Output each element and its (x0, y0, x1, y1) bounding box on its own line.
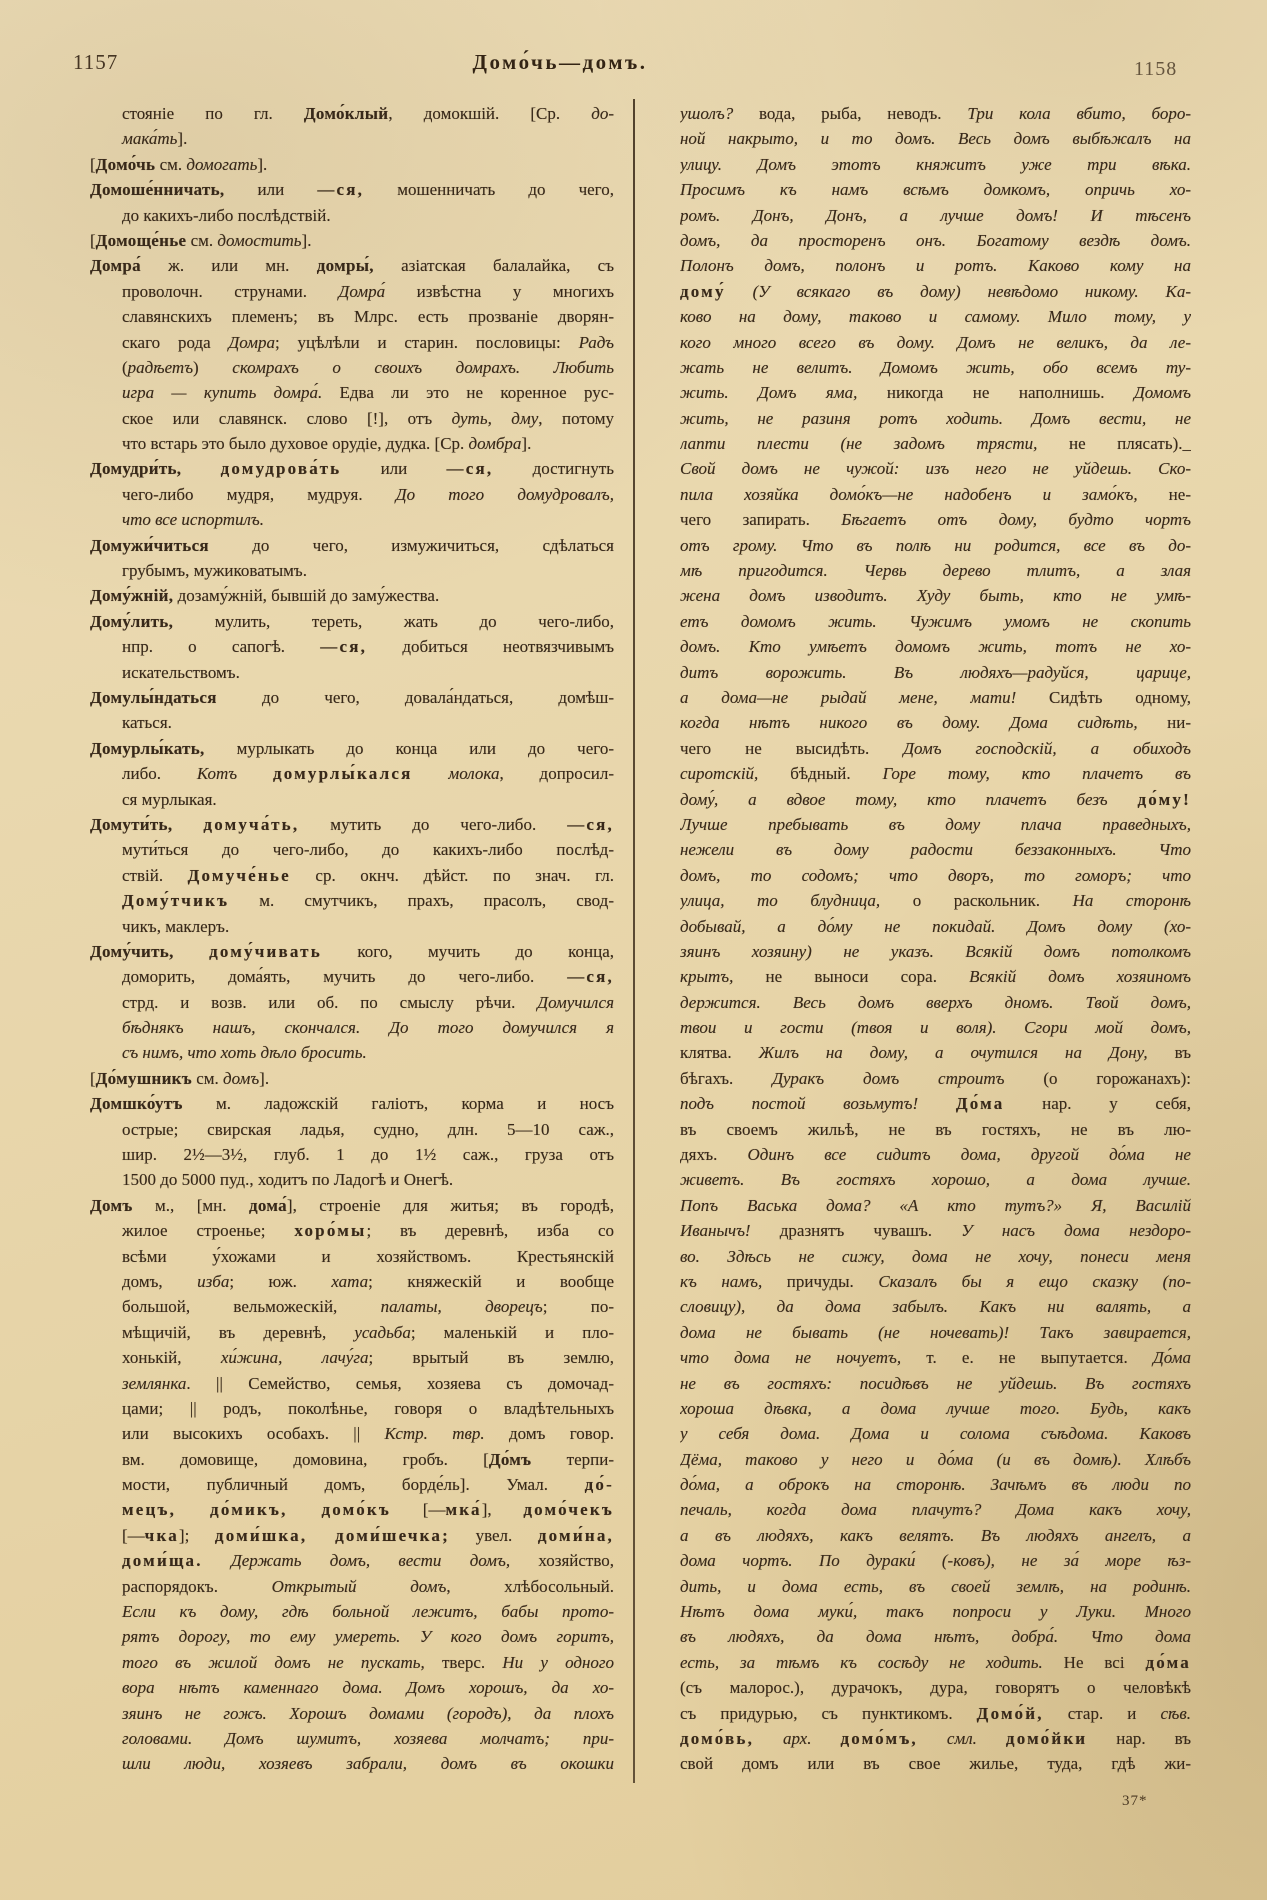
text-line: ной накрыто, и то домъ. Весь домъ выбѣжалъ на (680, 129, 1191, 149)
page-number-right: 1158 (1134, 58, 1178, 80)
text-line: чего не высидѣть. Домъ господскій, а обиходъ (680, 738, 1191, 758)
text-line: что встарь это было духовое орудіе, дудка. [Ср. домбра]. (122, 434, 532, 454)
text-line: или высокихъ особахъ. || Кстр. твр. домъ говор. (122, 1424, 614, 1444)
text-line: дяхъ. Одинъ все сидитъ дома, другой до́ма не (680, 1145, 1191, 1165)
text-line: Домурлы́кать, мурлыкать до конца или до чего- (90, 738, 614, 758)
text-line: въ своемъ жильѣ, не въ гостяхъ, не въ лю- (680, 1119, 1191, 1139)
text-line: (радѣетъ) скомрахъ о своихъ домрахъ. Любить (122, 357, 614, 377)
text-line: каться. (122, 713, 172, 733)
text-line: домъ, изба; юж. хата; княжескій и вообще (122, 1271, 614, 1291)
text-line: сиротскій, бѣдный. Горе тому, кто плачетъ въ (680, 764, 1191, 784)
text-line: Если къ дому, гдѣ больной лежитъ, бабы прото- (122, 1602, 614, 1622)
text-line: 1500 до 5000 пуд., ходитъ по Ладогѣ и Онегѣ. (122, 1170, 454, 1190)
text-line: зяинъ хозяину) не указъ. Всякій домъ потолкомъ (680, 941, 1191, 961)
text-line: ское или славянск. слово [!], отъ дуть, дму, потому (122, 408, 614, 428)
text-line: до́ма, а оброкъ на сторонѣ. Зачѣмъ въ люди по (680, 1475, 1191, 1495)
text-line: скаго рода Домра; уцѣлѣли и старин. пословицы: Радъ (122, 332, 614, 352)
text-line: зяинъ не гожъ. Хорошъ домами (городъ), да плохъ (122, 1703, 614, 1723)
text-line: большой, вельможескій, палаты, дворецъ; по- (122, 1297, 614, 1317)
text-line: Свой домъ не чужой: изъ него не уйдешь. Ско- (680, 459, 1191, 479)
text-line: Дому́тчикъ м. смутчикъ, прахъ, прасолъ, свод- (122, 891, 614, 911)
text-line: въ людяхъ, да дома нѣтъ, добра́. Что дома (680, 1627, 1191, 1647)
text-line: что дома не ночуетъ, т. е. не выпутается. До́ма (680, 1348, 1191, 1368)
text-line: Дому́жній, дозаму́жній, бывшій до заму́жества. (90, 586, 440, 606)
text-line: шли люди, хозяевъ забрали, домъ въ окошки (122, 1754, 614, 1774)
text-line: ушолъ? вода, рыба, неводъ. Три кола вбито, боро- (680, 104, 1191, 123)
text-line: вора нѣтъ каменнаго дома. Домъ хорошъ, да хо- (122, 1678, 614, 1698)
text-line: мости, публичный домъ, борде́ль]. Умал. до́- (122, 1475, 614, 1495)
text-line: дома не бывать (не ночевать)! Такъ завирается, (680, 1322, 1191, 1342)
text-line: Домулы́ндаться до чего, довала́ндаться, домѣш- (90, 687, 614, 707)
text-line: доми́ща. Держать домъ, вести домъ, хозяйство, (122, 1551, 614, 1571)
text-line: дитъ ворожить. Въ людяхъ—радуйся, царице, (680, 662, 1191, 682)
text-line: хонькій, хи́жина, лачу́га; врытый въ землю, (122, 1348, 614, 1368)
text-line: стояніе по гл. Домо́клый, домокшій. [Ср. до- (122, 104, 614, 123)
text-line: Домъ м., [мн. дома́], строеніе для житья; въ городѣ, (90, 1195, 614, 1215)
text-line: есть, за тѣмъ къ сосѣду не ходить. Не всі до́ма (680, 1652, 1191, 1672)
text-line: не въ гостяхъ: посидѣвъ не уйдешь. Въ гостяхъ (680, 1373, 1191, 1393)
text-line: Нѣтъ дома муки́, такъ попроси у Луки. Много (680, 1602, 1191, 1622)
text-line: печаль, когда дома плачутъ? Дома какъ хочу, (680, 1500, 1191, 1520)
text-line: а дома—не рыдай мене, мати! Сидѣть одному, (680, 687, 1191, 707)
text-line: игра — купить домра́. Едва ли это не коренное рус- (122, 383, 614, 403)
signature-mark: 37* (1122, 1793, 1148, 1809)
text-line: Домоше́нничать, или —ся, мошенничать до чего, (90, 180, 614, 200)
text-line: улицу. Домъ этотъ княжитъ уже три вѣка. (680, 154, 1191, 174)
text-line: мецъ, до́микъ, домо́къ [—мка́], домо́чекъ (122, 1500, 614, 1520)
text-line: мути́ться до чего-либо, до какихъ-либо послѣд- (122, 840, 614, 860)
text-line: ково на дому, таково и самому. Мило тому, у (680, 307, 1191, 327)
text-line: чикъ, маклеръ. (122, 916, 230, 936)
text-line: во. Здѣсь не сижу, дома не хочу, понеси меня (680, 1246, 1191, 1266)
text-line: лапти плести (не задомъ трясти, не плясать)._ (680, 434, 1191, 454)
text-line: когда нѣтъ никого въ дому. Дома сидѣть, ни- (680, 713, 1191, 733)
text-line: распорядокъ. Открытый домъ, хлѣбосольный. (122, 1576, 614, 1596)
text-line: вм. домовище, домовина, гробъ. [До́мъ терпи- (122, 1449, 614, 1469)
text-line: домъ, да просторенъ онъ. Богатому вездѣ домъ. (680, 230, 1191, 250)
text-line: домо́вь, арх. домо́мъ, смл. домо́йки нар. въ (680, 1729, 1191, 1748)
text-line: къ намъ, причуды. Сказалъ бы я ещо сказку (по- (680, 1271, 1191, 1291)
text-line: Иванычъ! дразнятъ чувашъ. У насъ дома нездоро- (680, 1221, 1191, 1241)
text-line: словицу), да дома забылъ. Какъ ни валять, а (680, 1297, 1191, 1317)
text-line: землянка. || Семейство, семья, хозяева съ домочад- (122, 1373, 614, 1393)
text-line: мака́ть]. (122, 129, 188, 149)
text-line: Просимъ къ намъ всѣмъ домкомъ, опричь хо- (680, 180, 1191, 200)
text-line: жить. Домъ яма, никогда не наполнишь. Домомъ (680, 383, 1191, 403)
page-number-left: 1157 (73, 50, 119, 74)
text-line: Дёма, таково у него и до́ма (и въ домѣ). Хлѣбъ (680, 1449, 1191, 1469)
text-line: славянскихъ племенъ; въ Млрс. есть прозваніе дворян- (122, 307, 614, 327)
text-line: бѣгахъ. Дуракъ домъ строитъ (о горожанахъ): (680, 1068, 1191, 1088)
text-line: Дому́лить, мулить, тереть, жать до чего-либо, (90, 611, 614, 631)
text-line: Лучше пребывать въ дому плача праведныхъ, (680, 814, 1191, 834)
text-line: [До́мушникъ см. домъ]. (90, 1068, 270, 1088)
text-line: дому́, а вдвое тому, кто плачетъ безъ до́му! (680, 789, 1191, 809)
text-line: всѣми у́хожами и хозяйствомъ. Крестьянскій (122, 1246, 614, 1266)
text-line: а въ людяхъ, какъ велятъ. Въ людяхъ ангелъ, а (680, 1525, 1191, 1545)
text-line: живетъ. Въ гостяхъ хорошо, а дома лучше. (680, 1170, 1191, 1190)
text-line: до какихъ-либо послѣдствій. (122, 205, 331, 225)
text-line: домъ. Кто умѣетъ домомъ жить, тотъ не хо- (680, 637, 1191, 657)
text-line: ствій. Домуче́нье ср. окнч. дѣйст. по знач. гл. (122, 865, 614, 885)
text-line: мѣ пригодится. Червь дерево тлитъ, а злая (680, 561, 1191, 581)
text-line: кого много всего въ дому. Домъ не великъ, да ле- (680, 332, 1191, 352)
text-line: дить, и дома есть, въ своей землѣ, на родинѣ. (680, 1576, 1191, 1596)
text-line: ромъ. Донъ, Донъ, а лучше домъ! И тѣсенъ (680, 205, 1191, 225)
text-line: Полонъ домъ, полонъ и ротъ. Каково кому на (680, 256, 1191, 276)
text-line: дому́ (У всякаго въ дому) невѣдомо никому. Ка- (680, 281, 1191, 301)
text-line: Домужи́читься до чего, измужичиться, сдѣлаться (90, 535, 614, 555)
text-line: чего запирать. Бѣгаетъ отъ дому, будто чортъ (680, 510, 1191, 530)
text-line: Домра́ ж. или мн. домры́, азіатская балалайка, съ (90, 256, 614, 276)
text-line: хороша дѣвка, а дома лучше того. Будь, какъ (680, 1398, 1191, 1418)
text-line: жать не велитъ. Домомъ жить, обо всемъ ту- (680, 357, 1191, 377)
text-line: [Домоще́нье см. домостить]. (90, 230, 312, 250)
text-line: жить, не разиня ротъ ходить. Домъ вести, не (680, 408, 1191, 428)
text-line: ся мурлыкая. (122, 789, 217, 809)
column-divider-rule (633, 99, 635, 1783)
text-line: улица, то блудница, о раскольник. На сторонѣ (680, 891, 1191, 911)
text-line: отъ грому. Что въ полѣ ни родится, все въ до- (680, 535, 1191, 555)
text-line: етъ домомъ жить. Чужимъ умомъ не скопить (680, 611, 1191, 631)
text-line: шир. 2½—3½, глуб. 1 до 1½ саж., груза отъ (122, 1145, 614, 1165)
text-line: жена домъ изводитъ. Худу быть, кто не умѣ- (680, 586, 1191, 606)
running-head-title: Домо́чь—домъ. (472, 50, 648, 74)
text-line: подъ постой возьмутъ! До́ма нар. у себя, (680, 1094, 1191, 1114)
text-line: домъ, то содомъ; что дворъ, то гоморъ; что (680, 865, 1191, 885)
text-line: нпр. о сапогѣ. —ся, добиться неотвязчивымъ (122, 637, 614, 657)
text-line: что все испортилъ. (122, 510, 264, 530)
text-line: доморить, дома́ять, мучить до чего-либо. —ся, (122, 967, 614, 987)
text-line: острые; свирская ладья, судно, длн. 5—10 саж., (122, 1119, 614, 1139)
text-line: [—чка]; доми́шка, доми́шечка; увел. доми́на, (122, 1525, 614, 1545)
text-line: цами; || родъ, поколѣнье, говоря о владѣтельныхъ (122, 1398, 614, 1418)
text-line: у себя дома. Дома и солома съѣдома. Каковъ (680, 1424, 1191, 1444)
text-line: либо. Котъ домурлы́кался молока, допросил- (122, 764, 614, 784)
text-line: Домудри́ть, домудрова́ть или —ся, достигнуть (90, 459, 614, 479)
text-line: дома чортъ. По дураки́ (-ковъ), не за́ море ѣз- (680, 1551, 1191, 1571)
text-line: пила хозяйка домо́къ—не надобенъ и замо́къ, не- (680, 484, 1191, 504)
text-line: жилое строенье; хоро́мы; въ деревнѣ, изба со (122, 1221, 614, 1241)
text-line: рятъ дорогу, то ему умереть. У кого домъ горитъ, (122, 1627, 614, 1647)
text-line: искательствомъ. (122, 662, 240, 682)
text-line: [Домо́чь см. домогать]. (90, 154, 268, 174)
text-line: крытъ, не выноси сора. Всякій домъ хозяиномъ (680, 967, 1191, 987)
text-line: съ нимъ, что хоть дѣло бросить. (122, 1043, 367, 1063)
text-line: головами. Домъ шумитъ, хозяева молчатъ; при- (122, 1729, 614, 1748)
text-line: нежели въ дому радости беззаконныхъ. Что (680, 840, 1191, 860)
text-column-left (90, 101, 614, 1777)
text-line: добывай, а до́му не покидай. Домъ дому (хо- (680, 916, 1191, 936)
text-line: Домшко́утъ м. ладожскій галіотъ, корма и носъ (90, 1094, 614, 1114)
text-line: (съ малорос.), дурачокъ, дура, говорятъ о человѣкѣ (680, 1678, 1191, 1698)
text-line: клятва. Жилъ на дому, а очутился на Дону, въ (680, 1043, 1191, 1063)
text-column-right (680, 101, 1191, 1777)
text-line: съ придурью, съ пунктикомъ. Домо́й, стар. и сѣв. (680, 1703, 1191, 1723)
text-line: бѣднякъ нашъ, скончался. До того домучился я (122, 1018, 614, 1038)
text-line: Попъ Васька дома? «А кто тутъ?» Я, Василій (680, 1195, 1191, 1215)
text-line: Дому́чить, дому́чивать кого, мучить до конца, (90, 941, 614, 961)
text-line: того въ жилой домъ не пускать, тверс. Ни у одного (122, 1652, 614, 1672)
text-line: стрд. и возв. или об. по смыслу рѣчи. Домучился (122, 992, 614, 1012)
text-line: проволочн. струнами. Домра́ извѣстна у многихъ (122, 281, 614, 301)
text-line: чего-либо мудря, мудруя. До того домудровалъ, (122, 484, 614, 504)
text-line: мѣщичій, въ деревнѣ, усадьба; маленькій и пло- (122, 1322, 614, 1342)
text-line: свой домъ или въ свое жилье, туда, гдѣ жи- (680, 1754, 1191, 1774)
text-line: грубымъ, мужиковатымъ. (122, 561, 307, 581)
text-line: Домути́ть, домуча́ть, мутить до чего-либо. —ся, (90, 814, 614, 834)
text-line: твои и гости (твоя и воля). Сгори мой домъ, (680, 1018, 1191, 1038)
text-line: держится. Весь домъ вверхъ дномъ. Твой домъ, (680, 992, 1191, 1012)
